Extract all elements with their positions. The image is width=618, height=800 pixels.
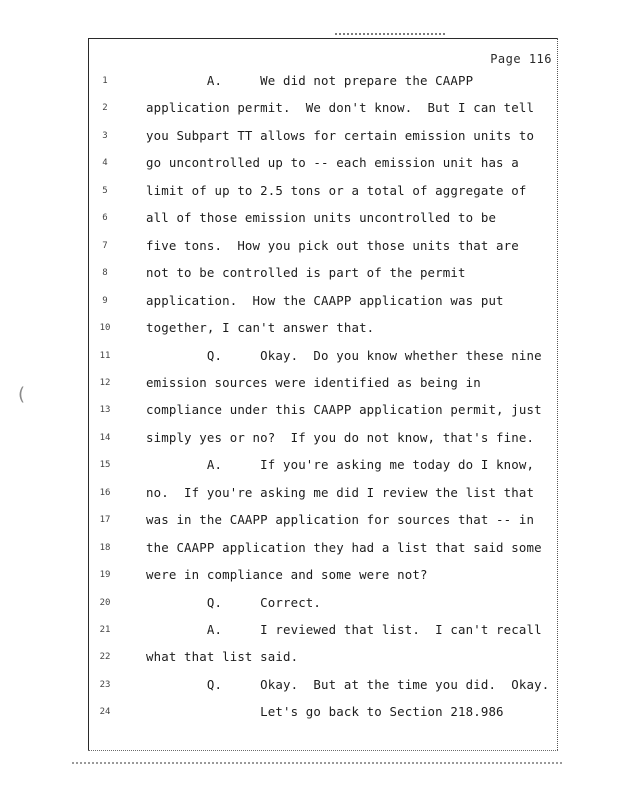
line-text: five tons. How you pick out those units that are: [146, 237, 519, 253]
line-text: simply yes or no? If you do not know, that's fine.: [146, 429, 535, 445]
transcript-line: [0, 181, 618, 201]
transcript-line: [0, 98, 618, 118]
line-text: A. We did not prepare the CAAPP: [146, 73, 474, 88]
transcript-line: [0, 538, 618, 558]
line-text: you Subpart TT allows for certain emission units to: [146, 127, 535, 143]
line-number: 4: [102, 158, 108, 169]
line-text: application permit. We don't know. But I can tell: [146, 100, 535, 116]
footer-scan-artifact: [72, 762, 562, 764]
transcript-line: [0, 263, 618, 283]
line-text: all of those emission units uncontrolled to be: [146, 210, 497, 226]
line-number: 20: [99, 597, 111, 608]
transcript-line: [0, 291, 618, 311]
line-number: 24: [99, 707, 111, 718]
line-text: no. If you're asking me did I review the list that: [146, 484, 535, 500]
page-number-header: Page 116: [490, 52, 552, 66]
line-number: 8: [102, 268, 108, 279]
transcript-line: [0, 318, 618, 338]
line-number: 13: [99, 405, 111, 416]
line-number: 11: [99, 350, 111, 361]
line-text: limit of up to 2.5 tons or a total of aggregate of: [146, 182, 527, 198]
line-number: 15: [99, 460, 111, 471]
line-text: compliance under this CAAPP application permit, just: [146, 402, 542, 418]
line-text: were in compliance and some were not?: [146, 567, 428, 583]
margin-mark: (: [18, 384, 26, 405]
line-number: 1: [102, 76, 108, 86]
line-text: A. I reviewed that list. I can't recall: [146, 622, 542, 637]
page-frame-bottom-border: [88, 750, 558, 751]
line-text: Q. Correct.: [146, 594, 322, 610]
line-number: 22: [99, 652, 111, 663]
transcript-line: [0, 702, 618, 722]
transcript-line: [0, 346, 618, 366]
transcript-line: [0, 428, 618, 448]
transcript-line: [0, 593, 618, 613]
line-number: 16: [99, 487, 111, 498]
line-number: 7: [102, 240, 108, 251]
line-number: 3: [102, 130, 108, 141]
line-text: the CAAPP application they had a list that said some: [146, 539, 542, 555]
line-text: Q. Okay. Do you know whether these nine: [146, 347, 542, 363]
transcript-line: [0, 208, 618, 228]
line-text: not to be controlled is part of the permit: [146, 265, 466, 281]
transcript-line: [0, 400, 618, 420]
line-number: 18: [99, 542, 111, 553]
line-text: Q. Okay. But at the time you did. Okay.: [146, 676, 550, 692]
transcript-line: [0, 565, 618, 585]
line-number: 12: [99, 377, 111, 388]
line-number: 23: [99, 679, 111, 690]
line-text: together, I can't answer that.: [146, 320, 375, 336]
transcript-line: [0, 373, 618, 393]
transcript-line: [0, 483, 618, 503]
transcript-line: [0, 455, 618, 475]
line-text: what that list said.: [146, 649, 299, 665]
line-text: was in the CAAPP application for sources that -- in: [146, 512, 535, 528]
transcript-line: [0, 510, 618, 530]
transcript-line: [0, 620, 618, 640]
line-number: 17: [99, 515, 111, 526]
page-frame-top-border: [88, 38, 558, 39]
transcript-line: [0, 675, 618, 695]
line-number: 2: [102, 103, 108, 114]
line-text: emission sources were identified as being in: [146, 374, 481, 390]
transcript-line: [0, 153, 618, 173]
transcript-line: [0, 236, 618, 256]
transcript-line: [0, 647, 618, 667]
line-text: go uncontrolled up to -- each emission unit has a: [146, 155, 519, 171]
transcript-line: [0, 71, 618, 91]
line-number: 6: [102, 213, 108, 224]
transcript-line: [0, 126, 618, 146]
line-text: Let's go back to Section 218.986: [146, 704, 504, 720]
line-number: 19: [99, 570, 111, 581]
line-number: 10: [99, 323, 111, 334]
line-number: 9: [102, 295, 108, 306]
line-text: application. How the CAAPP application was put: [146, 292, 504, 308]
line-number: 21: [99, 625, 111, 635]
line-number: 14: [99, 432, 111, 443]
line-number: 5: [102, 185, 108, 196]
top-scan-artifact: [335, 33, 445, 35]
line-text: A. If you're asking me today do I know,: [146, 457, 535, 473]
